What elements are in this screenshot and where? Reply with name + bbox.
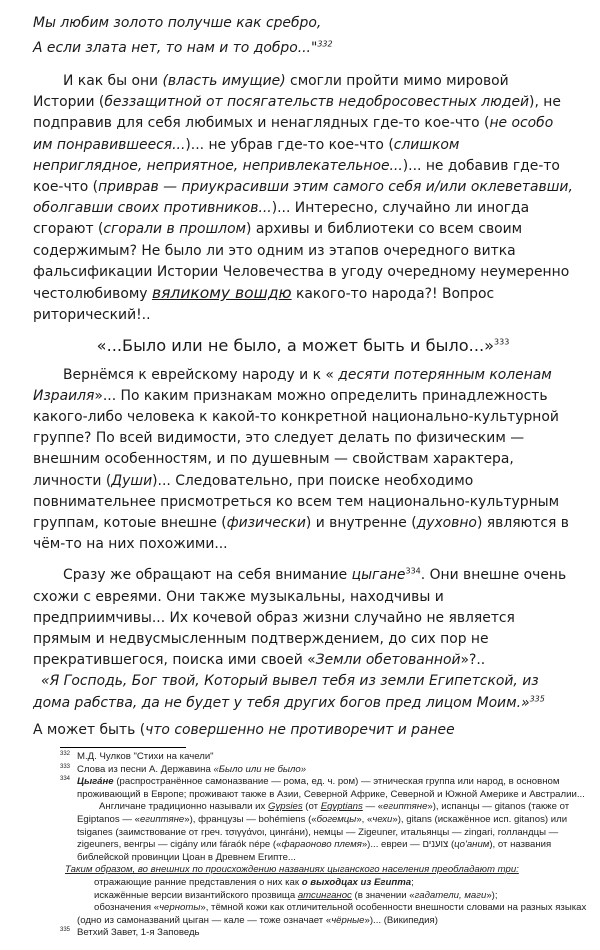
text-run: ; xyxy=(411,877,414,889)
text-run: »... По каким признакам можно определить принадлежность какого-либо человека к какой-то конкретной национально-культурной группе? По всей видимости, это следует делать по физическим — внешним особенностям, и по душевным — свойствам характера, личности ( xyxy=(33,387,559,489)
scripture-quote xyxy=(33,671,573,713)
text-run: черноты xyxy=(159,902,201,914)
text-run: египтяне xyxy=(139,814,185,826)
text-run: )... не убрав где-то кое-что ( xyxy=(185,136,394,153)
text-run: «Я Господь, Бог твой, Который вывел тебя из земли Египетской, из дома рабства, да не будет у тебя других богов пред лицом Моим.» xyxy=(33,673,539,711)
text-run: Gypsies xyxy=(267,801,303,813)
text-run: (власть имущие) xyxy=(162,73,286,89)
text-run: »)... (Википедия) xyxy=(364,914,438,926)
footnote xyxy=(60,877,590,890)
footnote xyxy=(60,776,590,801)
document-page xyxy=(33,11,573,741)
text-run: Мы любим золото получше как сребро, xyxy=(33,15,322,31)
text-run: «...Было или не было, а может быть и было...» xyxy=(96,336,495,356)
text-run: смогли пройти мимо мировой Истории ( xyxy=(33,73,509,111)
spacer xyxy=(33,555,573,565)
text-run: )... Интересно, случайно ли иногда сгорают ( xyxy=(33,200,530,238)
paragraph xyxy=(33,71,573,326)
text-run: »), французы — bohémiens (« xyxy=(184,814,317,826)
text-run: Таким образом, во внешних по происхождению названиях цыганского населения преобладают три: xyxy=(65,864,519,876)
footnote xyxy=(60,864,590,877)
text-run: цыгане xyxy=(351,567,406,584)
text-run: вяликому вошдю xyxy=(151,284,292,303)
footnote-ref: 332 xyxy=(317,39,333,49)
text-run: отражающие ранние представления о них как xyxy=(94,877,302,889)
text-run: Вернёмся к еврейскому народу и к « xyxy=(63,366,334,383)
text-run: ) и внутренне ( xyxy=(305,515,417,532)
text-run: А может быть ( xyxy=(33,721,146,738)
text-run: ) являются в чём-то на них похожими... xyxy=(33,515,569,553)
text-run: обозначения « xyxy=(94,902,160,914)
text-run: гадатели, маги xyxy=(414,889,487,901)
text-run: ) архивы и библиотеки со всем своим содержимым? Не было ли это одним из этапов очередного витка фальсификации Истории Человечества в угоду очередному неумеренно честолюбивому xyxy=(33,221,570,303)
footnote-ref: 335 xyxy=(529,694,545,704)
text-run: )... Следовательно, при поиске необходимо повнимательнее присмотреться ко всем тем национально-культурным группам, котоые внешне ( xyxy=(33,472,560,532)
paragraph xyxy=(33,565,573,671)
text-run: ), от названия библейской провинции Цоан в Древнем Египте... xyxy=(77,839,552,863)
text-run: »), gitans (искажённое исп. gitanos) или tsiganes (заимствование от греч. τσιγγάνοι, цинга́ни), немцы — Zigeuner, итальянцы — zingari, голландцы — zigeuners, венгры — cigány или fáraók népe (« xyxy=(77,814,568,851)
text-run: атсинганос xyxy=(297,889,352,901)
text-run: египтяне xyxy=(383,801,428,813)
text-run: », « xyxy=(356,814,373,826)
footnote xyxy=(60,902,590,927)
footnote xyxy=(60,764,590,777)
text-run: — « xyxy=(362,801,384,813)
text-run: искажённые версии византийского прозвища xyxy=(94,889,298,901)
text-run: М.Д. Чулков "Стихи на качели" xyxy=(77,751,214,763)
text-run: Ветхий Завет, 1-я Заповедь xyxy=(77,927,200,939)
text-run: Души xyxy=(111,472,153,489)
text-run: о выходцах из Египта xyxy=(301,877,412,889)
footnote xyxy=(60,751,590,764)
text-run: . Они внешне очень схожи с евреями. Они также музыкальны, находчивы и предприимчивы... Их кочевой образ жизни случайно не является прямым и недвусмысленным подтверждением, до сих пор не прекратившегося, поиска ими своей « xyxy=(33,567,567,669)
text-run: Сразу же обращают на себя внимание xyxy=(63,567,352,584)
text-run: физически xyxy=(226,515,306,532)
text-run: »)... евреи — צוענים ( xyxy=(361,839,455,851)
text-run: (распространённое самоназвание — рома, ед. ч. ром) — этническая группа или народ, в основном проживающий в Европе; проживают также в Азии, Северной Африке, Северной и Южной Америке и Австралии... xyxy=(77,776,585,800)
text-run: ), не подправив для себя любимых и ненаглядных где-то кое-что ( xyxy=(33,94,561,132)
text-run: духовно xyxy=(416,515,477,532)
text-run: Egyptians xyxy=(320,801,363,813)
text-run: десяти потерянным коленам Израиля xyxy=(33,366,552,404)
spacer xyxy=(33,61,573,71)
text-run: «Было или не было» xyxy=(213,763,307,775)
footnote-number: 335 xyxy=(60,927,71,934)
text-run: )... не добавив где-то кое-что ( xyxy=(33,157,560,196)
section-heading xyxy=(33,335,573,356)
footnote-ref: 334 xyxy=(405,566,421,576)
text-run: »?.. xyxy=(460,652,486,669)
epigraph-line xyxy=(33,36,573,61)
text-run: », тёмной кожи как отличительной особенности внешности словами на разных языках (одно из самоназваний цыган — кале — тоже означает « xyxy=(77,902,587,926)
footnote-number: 332 xyxy=(60,751,71,758)
paragraph xyxy=(33,720,573,741)
paragraph xyxy=(33,365,573,556)
text-run: (в значении « xyxy=(351,889,415,901)
text-run: приврав — приукрасивши этим самого себя и/или оклеветавши, оболгавши своих противников... xyxy=(33,179,573,217)
text-run: богемцы xyxy=(316,814,357,826)
text-run: сгорали в прошлом xyxy=(103,221,247,238)
footnote xyxy=(60,890,590,903)
epigraph-line xyxy=(33,11,573,36)
footnote xyxy=(60,801,590,864)
text-run: (от xyxy=(302,801,321,813)
text-run: »); xyxy=(486,889,498,901)
text-run: цо'аним xyxy=(454,839,490,851)
text-run: не особо им понравившееся... xyxy=(33,115,554,153)
footnote-divider xyxy=(60,747,186,748)
footnotes xyxy=(60,751,590,940)
text-run: Цыга́не xyxy=(77,776,114,788)
text-run: И как бы они xyxy=(63,73,163,89)
text-run: беззащитной от посягательств недобросовестных людей xyxy=(104,94,530,111)
text-run: Англичане традиционно называли их xyxy=(99,801,268,813)
text-run: Земли обетованной xyxy=(315,652,461,669)
footnote xyxy=(60,927,590,940)
footnote-ref: 333 xyxy=(494,338,510,348)
text-run: фараоново племя xyxy=(281,839,362,851)
text-run: чехи xyxy=(372,814,393,826)
text-run: слишком неприглядное, неприятное, непривлекательное... xyxy=(33,136,460,174)
text-run: Слова из песни А. Державина xyxy=(77,763,214,775)
text-run: какого-то народа?! Вопрос риторический!.. xyxy=(33,286,495,324)
text-run: чёрные xyxy=(331,914,365,926)
footnote-number: 333 xyxy=(60,763,71,770)
text-run: что совершенно не противоречит и ранее xyxy=(145,721,455,738)
text-run: »), испанцы — gitanos (также от Egiptanos — « xyxy=(77,801,570,826)
text-run: А если злата нет, то нам и то добро..." xyxy=(33,40,318,56)
footnote-number: 334 xyxy=(60,776,71,783)
